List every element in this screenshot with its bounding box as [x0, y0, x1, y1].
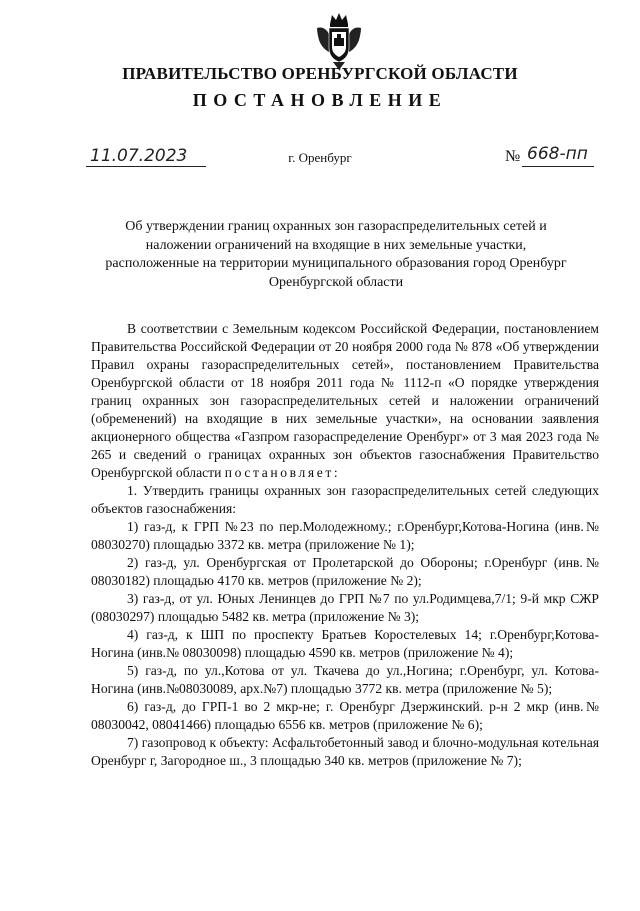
preamble-paragraph: [91, 320, 599, 482]
subitem-3: 3) газ-д, от ул. Юных Ленинцев до ГРП №7 по ул.Родимцева,7/1; 9-й мкр СЖР (08030297) площадью 5482 кв. метра (приложение № 3);: [91, 591, 599, 624]
decree-word: постановляет:: [224, 465, 341, 480]
subitem-5: 5) газ-д, по ул.,Котова от ул. Ткачева до ул.,Ногина; г.Оренбург, ул. Котова-Ногина (инв.№08030089, арх.№7) площадью 3772 кв. метра (приложение № 5);: [91, 663, 599, 696]
subitem-6: 6) газ-д, до ГРП-1 во 2 мкр-не; г. Оренбург Дзержинский. р-н 2 мкр (инв.№ 08030042, 08041466) площадью 6556 кв. метров (приложение № 6);: [91, 699, 599, 732]
coat-of-arms-emblem: [313, 12, 365, 72]
city: г. Оренбург: [288, 150, 352, 165]
document-number: 668-пп: [527, 144, 588, 164]
document-type: ПОСТАНОВЛЕНИЕ: [192, 90, 448, 110]
subitem-4: 4) газ-д, к ШП по проспекту Братьев Коростелевых 14; г.Оренбург,Котова-Ногина (инв.№ 08030098) площадью 4590 кв. метров (приложение № 4);: [91, 627, 599, 660]
subitem-1: 1) газ-д, к ГРП №23 по пер.Молодежному.; г.Оренбург,Котова-Ногина (инв.№ 08030270) площадью 3372 кв. метра (приложение № 1);: [91, 519, 599, 552]
subitem-2: 2) газ-д, ул. Оренбургская от Пролетарской до Обороны; г.Оренбург (инв.№ 08030182) площадью 4170 кв. метров (приложение № 2);: [91, 555, 599, 588]
document-body: [91, 320, 599, 770]
number-underline: [522, 166, 594, 167]
date-underline: [86, 166, 206, 167]
preamble-text: В соответствии с Земельным кодексом Российской Федерации, постановлением Правительства Российской Федерации от 20 ноября 2000 года № 878 «Об утверждении Правил охраны газораспределительных сетей», постановлением Правительства Оренбургской области от 18 ноября 2011 года № 1112-п «О порядке утверждения границ охранных зон газораспределительных сетей и наложении ограничений (обременений) на входящие в них земельные участки», на основании заявления акционерного общества «Газпром газораспределение Оренбург» от 3 мая 2023 года № 265 и сведений о границах охранных зон объектов газоснабжения Правительство Оренбургской области: [91, 321, 599, 480]
document-subject: Об утверждении границ охранных зон газораспределительных сетей и наложении ограничений на входящие в них земельные участки, расположенные на территории муниципального образования город Оренбург Оренбургской области: [105, 219, 567, 290]
document-date: 11.07.2023: [90, 146, 188, 166]
subitem-7: 7) газопровод к объекту: Асфальтобетонный завод и блочно-модульная котельная Оренбург г, Загородное ш., 3 площадью 340 кв. метров (приложение № 7);: [91, 735, 599, 768]
government-title: ПРАВИТЕЛЬСТВО ОРЕНБУРГСКОЙ ОБЛАСТИ: [122, 64, 518, 83]
number-sign: №: [505, 148, 521, 165]
item-1: 1. Утвердить границы охранных зон газораспределительных сетей следующих объектов газоснабжения:: [91, 483, 599, 516]
